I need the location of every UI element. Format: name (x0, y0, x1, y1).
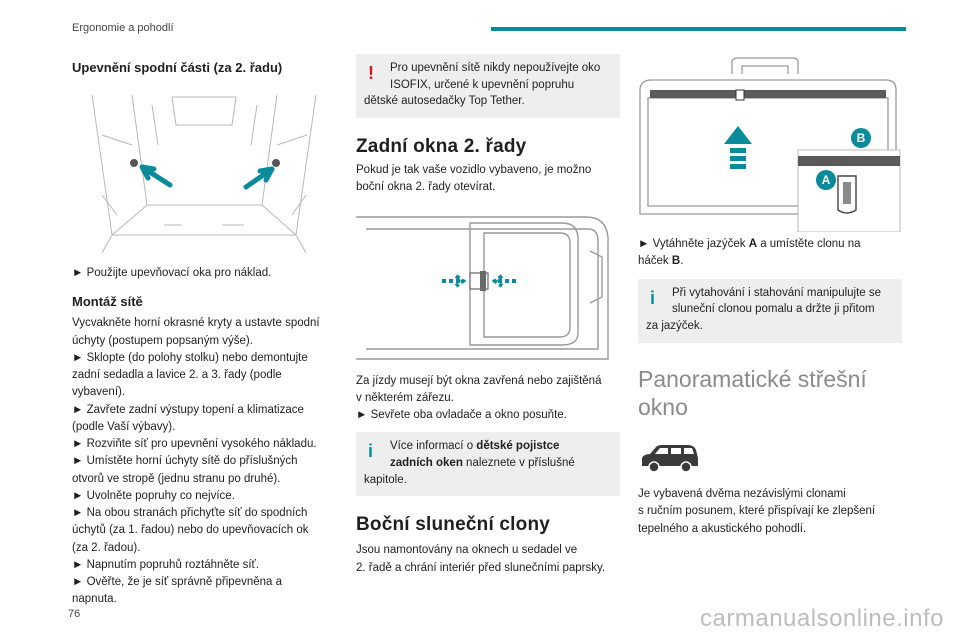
rear-windows-intro (356, 162, 620, 197)
info-box-child-lock (356, 432, 620, 496)
column-left (72, 48, 336, 609)
info-text: Více informací o (390, 440, 477, 453)
label-a-ref: A (748, 238, 757, 250)
info-text: naleznete v příslušné (462, 456, 575, 469)
text-line: ► Umístěte horní úchyty sítě do příslušných (72, 455, 298, 468)
warning-box (356, 54, 620, 118)
text-fragment: háček (638, 255, 672, 268)
warning-line: ISOFIX, určené k upevnění popruhu (390, 78, 575, 91)
heading-rear-windows: Zadní okna 2. řady (356, 136, 527, 158)
window-usage-text (356, 373, 620, 425)
bullet-use-anchors: ► Použijte upevňovací oka pro náklad. (72, 267, 272, 279)
sunblinds-text (356, 542, 620, 577)
info-text: za jazýček. (646, 319, 703, 332)
text-line: úchytů (za 1. řadou) nebo do upevňovacích ok (72, 524, 309, 537)
watermark: carmanualsonline.info (700, 605, 944, 632)
text-line: (za 2. řadou). (72, 541, 141, 554)
warning-icon: ! (368, 63, 374, 83)
text-line: (podle Vaší výbavy). (72, 420, 176, 433)
info-box-sunblind (638, 279, 902, 343)
heading-panoramic-roof (638, 365, 902, 423)
info-bold-text: zadních oken (390, 456, 463, 469)
text-line: ► Rozviňte síť pro upevnění vysokého nákladu. (72, 438, 317, 450)
page-number: 76 (68, 608, 81, 620)
text-line: napnuta. (72, 593, 117, 606)
text-line: otvorů ve stropě (jednu stranu po druhé). (72, 472, 281, 485)
heading-lower-mounting: Upevnění spodní části (za 2. řadu) (72, 60, 283, 75)
text-line: boční okna 2. řady otevírat. (356, 181, 496, 194)
text-fragment: ► Vytáhněte jazýček (638, 238, 749, 250)
text-line: ► Ověřte, že je síť správně připevněna a (72, 576, 283, 588)
text-line: v některém zářezu. (356, 391, 454, 404)
column-middle (356, 48, 620, 577)
text-line: ► Uvolněte popruhy co nejvíce. (72, 489, 235, 502)
heading-line: okno (638, 394, 688, 421)
cargo-floor-figure (72, 85, 336, 255)
heading-net-install: Montáž sítě (72, 294, 143, 310)
info-icon: i (368, 441, 374, 462)
text-line: ► Na obou stranách přichyťte síť do spodních (72, 507, 308, 519)
text-fragment: . (680, 255, 684, 268)
info-text: kapitole. (364, 473, 407, 486)
text-line: zadní sedadla a lavice 2. a 3. řady (podle (72, 369, 282, 381)
text-line: Vycvakněte horní okrasné kryty a ustavte spodní (72, 317, 320, 330)
sunblind-figure (638, 54, 902, 232)
info-bold-text: dětské pojistce (476, 440, 560, 453)
running-header: Ergonomie a pohodlí (72, 22, 174, 34)
label-b-ref: B (671, 255, 681, 268)
sunblind-instruction (638, 236, 902, 271)
info-text: sluneční clonou pomalu a držte ji přitom (672, 303, 875, 316)
text-line: Jsou namontovány na oknech u sedadel ve (356, 544, 578, 557)
info-icon: i (650, 287, 656, 308)
text-line: 2. řadě a chrání interiér před slunečními paprsky. (356, 561, 606, 574)
callout-label-b: B (856, 131, 866, 145)
text-line: vybavení). (72, 386, 126, 399)
text-line: Pokud je tak vaše vozidlo vybaveno, je možno (356, 164, 592, 177)
net-install-steps (72, 315, 336, 608)
text-line: Za jízdy musejí být okna zavřená nebo zajištěná (356, 374, 602, 387)
side-window-figure (356, 209, 620, 367)
header-accent-bar (491, 27, 906, 31)
text-line: s ručním posunem, které přispívají ke zlepšení (638, 505, 876, 518)
panoramic-roof-text (638, 486, 902, 538)
warning-line: Pro upevnění sítě nikdy nepoužívejte oko (390, 62, 601, 74)
text-fragment: a umístěte clonu na (757, 238, 861, 250)
text-line: Je vybavená dvěma nezávislými clonami (638, 488, 846, 501)
column-right (638, 48, 902, 538)
text-line: tepelného a akustického pohodlí. (638, 522, 807, 535)
text-line: ► Zavřete zadní výstupy topení a klimatizace (72, 403, 304, 416)
text-line: ► Sevřete oba ovladače a okno posuňte. (356, 409, 567, 422)
heading-line: Panoramatické střešní (638, 365, 867, 392)
text-line: ► Sklopte (do polohy stolku) nebo demontujte (72, 351, 308, 364)
car-silhouette-icon (638, 444, 700, 474)
callout-label-a: A (821, 173, 831, 187)
heading-sunblinds: Boční sluneční clony (356, 514, 551, 536)
text-line: ► Napnutím popruhů roztáhněte síť. (72, 558, 260, 571)
warning-line: dětské autosedačky Top Tether. (364, 95, 525, 108)
info-text: Při vytahování i stahování manipulujte se (672, 286, 882, 299)
text-line: úchyty (postupem popsaným výše). (72, 334, 253, 347)
